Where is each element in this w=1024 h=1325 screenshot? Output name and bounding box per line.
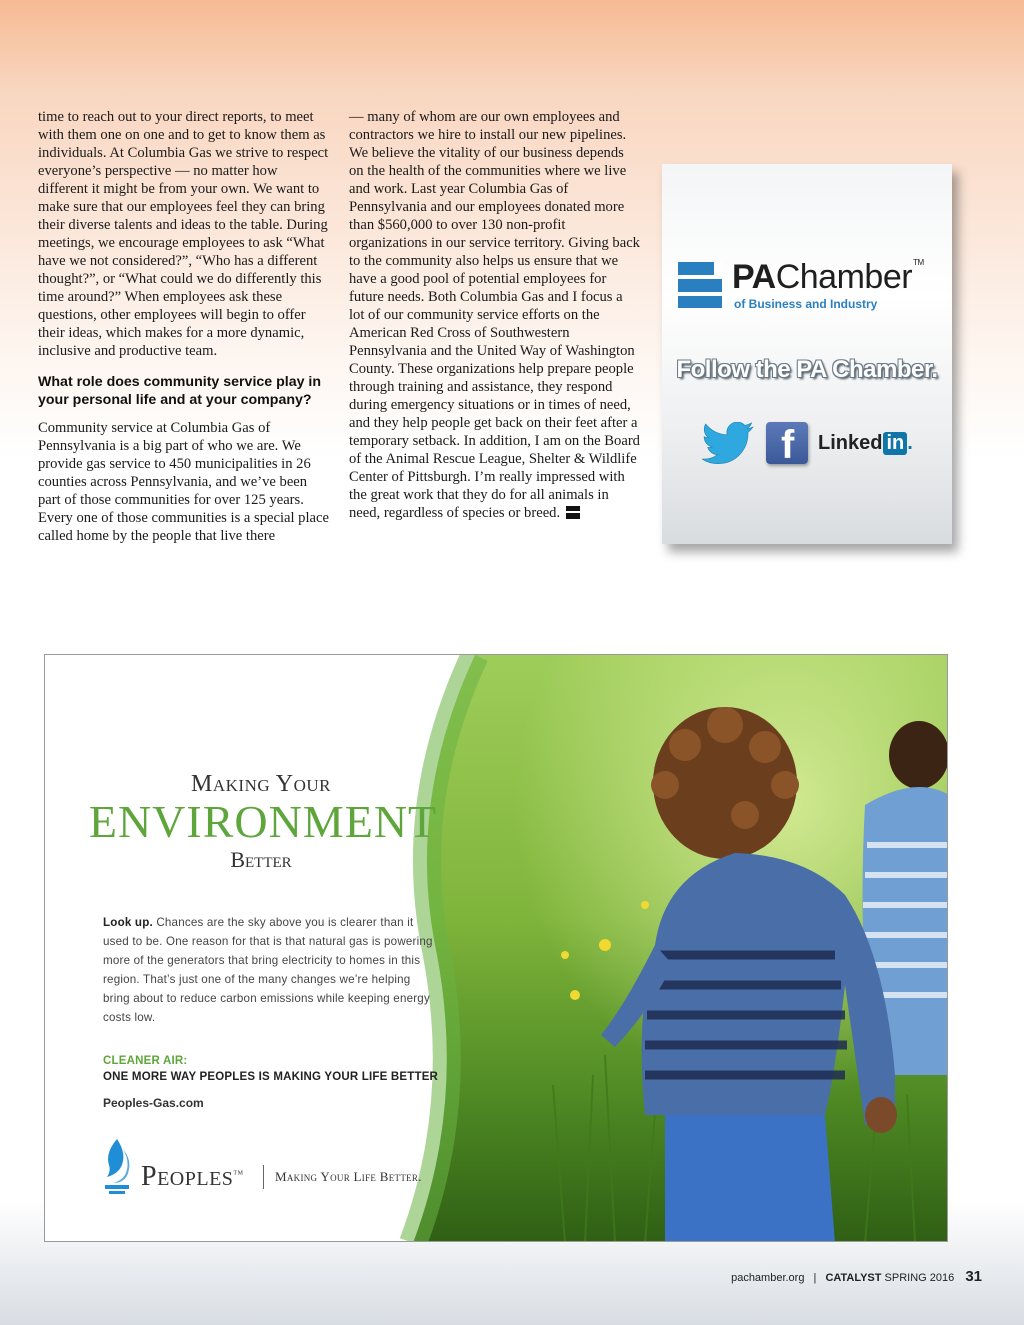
interview-question: What role does community service play in your personal life and at your company?: [38, 374, 322, 408]
end-of-article-icon: [566, 506, 580, 519]
twitter-icon[interactable]: [702, 422, 754, 466]
ad-body-lead: Look up.: [103, 916, 153, 929]
page-number: 31: [965, 1268, 982, 1285]
article-paragraph: time to reach out to your direct reports, to meet with them one on one and to get to know them as individuals. At Columbia Gas we strive to respect everyone’s perspective — no matter how different it might be from your own. We want to make sure that our employees feel they can bring their diverse talents and ideas to the table. During meetings, we encourage employees to ask “What have we not considered?”, “Who has a different thought?”, or “What could we do differently this time around?” When employees ask these questions, other employees will begin to offer their ideas, which makes for a more dynamic, inclusive and productive team.: [38, 109, 329, 359]
pa-chamber-subtitle: of Business and Industry: [734, 297, 878, 311]
logo-divider: [263, 1165, 264, 1189]
ad-copy: [45, 655, 505, 1242]
article-column-2: [349, 108, 641, 522]
article-paragraph-text: — many of whom are our own employees and contractors we hire to install our new pipelines. We believe the vitality of our business depends on the health of the communities where we live and work. Last year Columbia Gas of Pennsylvania and our employees donated more than $560,000 to over 130 non-profit organizations in our service territory. Giving back to the community also helps us ensure that we have a good pool of potential employees for future needs. Both Columbia Gas and I focus a lot of our community service efforts on the American Red Cross of Southwestern Pennsylvania and the United Way of Washington County. These organizations help prepare people through training and assistance, they respond during emergency situations or in times of need, and they help people get back on their feet after a temporary setback. In addition, I am on the Board of the Animal Rescue League, Shelter & Wildlife Center of Pittsburgh. I’m really impressed with the great work that they do for all animals in need, regardless of species or breed.: [349, 109, 640, 521]
article-paragraph: [349, 108, 641, 522]
ad-headline-bottom: Better: [230, 847, 292, 872]
linkedin-icon[interactable]: [818, 432, 913, 455]
social-links: [702, 420, 922, 468]
ad-headline-main: ENVIRONMENT: [88, 796, 438, 847]
article-paragraph: Community service at Columbia Gas of Pennsylvania is a big part of who we are. We provide gas service to 450 municipalities in 26 counties across Pennsylvania, and we’ve been part of those communities for over 125 years. Every one of those communities is a special place called home by the people that live there: [38, 420, 329, 544]
peoples-logo-text: [141, 1161, 243, 1193]
pennsylvania-map-icon: [678, 262, 722, 308]
facebook-icon[interactable]: [766, 422, 808, 467]
ad-headline-top: Making Your: [191, 771, 331, 797]
page-footer: [731, 1268, 982, 1285]
ad-website-link[interactable]: Peoples-Gas.com: [103, 1096, 204, 1110]
linkedin-in: in: [883, 432, 907, 455]
linkedin-dot: .: [907, 432, 913, 454]
linkedin-text: Linked: [818, 432, 883, 454]
footer-magazine: CATALYST: [825, 1272, 882, 1284]
pa-chamber-promo[interactable]: [662, 164, 952, 544]
ad-tagline: ONE MORE WAY PEOPLES IS MAKING YOUR LIFE BETTER: [103, 1071, 439, 1083]
ad-body-text: [103, 913, 433, 1027]
ad-body-copy: Chances are the sky above you is clearer than it used to be. One reason for that is that natural gas is powering more of the generators that bring electricity to homes in this region. That’s just one of the many changes we’re helping bring about to reduce carbon emissions while keeping energy costs low.: [103, 916, 433, 1024]
trademark: TM: [913, 258, 924, 267]
facebook-letter: f: [781, 423, 795, 467]
footer-site[interactable]: pachamber.org: [731, 1272, 805, 1284]
peoples-slogan: Making Your Life Better.: [275, 1169, 422, 1184]
flame-icon: [101, 1139, 133, 1195]
logo-pa: PA: [732, 258, 776, 296]
brand-name: Peoples: [141, 1161, 234, 1192]
pa-chamber-logo-text: [732, 258, 924, 297]
trademark: TM: [233, 1170, 244, 1177]
ad-tagline-green: CLEANER AIR:: [103, 1055, 188, 1067]
logo-chamber: Chamber: [775, 258, 913, 296]
footer-separator: |: [813, 1272, 817, 1284]
follow-heading: Follow the PA Chamber.: [676, 356, 938, 383]
peoples-gas-advertisement[interactable]: [44, 654, 948, 1242]
footer-issue: SPRING 2016: [884, 1272, 955, 1284]
article-column-1: [38, 108, 330, 545]
